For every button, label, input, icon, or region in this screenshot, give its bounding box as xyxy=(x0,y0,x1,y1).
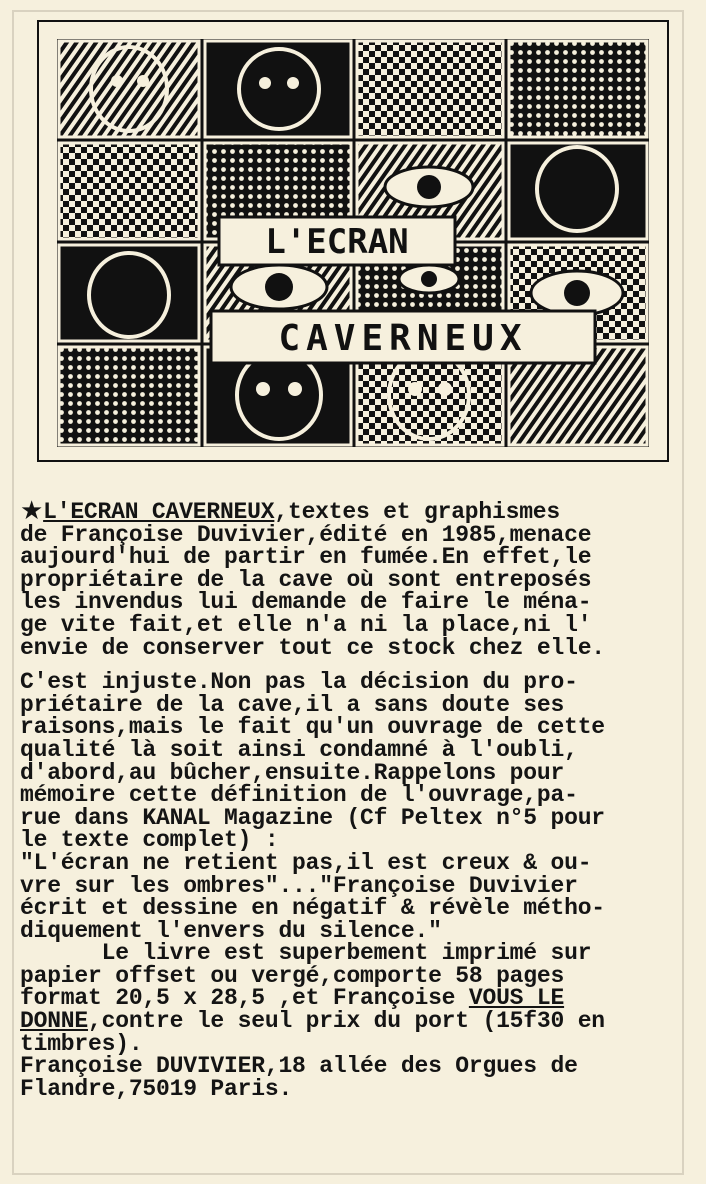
para2-line6: mémoire cette définition de l'ouvrage,pa- xyxy=(20,782,578,809)
para3-line1: Le livre est superbement imprimé sur xyxy=(20,940,592,967)
para2-line4: qualité là soit ainsi condamné à l'oubli, xyxy=(20,736,578,763)
para1-line6: ge vite fait,et elle n'a ni la place,ni l' xyxy=(20,611,592,638)
para2-line11: écrit et dessine en négatif & révèle métho- xyxy=(20,895,605,922)
para1-line7: envie de conserver tout ce stock chez elle. xyxy=(20,634,605,661)
para2-line8: le texte complet) : xyxy=(20,827,279,854)
cover-title-line1: L'ECRAN xyxy=(265,222,409,262)
para2-line2: priétaire de la cave,il a sans doute ses xyxy=(20,691,565,718)
para2-line5: d'abord,au bûcher,ensuite.Rappelons pour xyxy=(20,759,565,786)
article-text xyxy=(20,496,692,1102)
star-icon: ★ xyxy=(20,496,44,526)
address-line1: Françoise DUVIVIER,18 allée des Orgues de xyxy=(20,1053,578,1080)
para2-line3: raisons,mais le fait qu'un ouvrage de cette xyxy=(20,714,605,741)
para1-line1: ★L'ECRAN CAVERNEUX,textes et graphismes xyxy=(20,496,561,526)
vous-le-donne-part1: VOUS LE xyxy=(468,985,565,1012)
cover-title-line2: CAVERNEUX xyxy=(278,318,528,359)
para2-line10: vre sur les ombres"..."Françoise Duvivier xyxy=(20,872,578,899)
para3-line3: format 20,5 x 28,5 ,et Françoise VOUS LE xyxy=(20,985,565,1012)
para2-line12: diquement l'envers du silence." xyxy=(20,917,442,944)
para3-line5: timbres). xyxy=(20,1030,143,1057)
para2-line7: rue dans KANAL Magazine (Cf Peltex n°5 pour xyxy=(20,804,605,831)
vous-le-donne-part2: DONNE xyxy=(20,1008,89,1035)
para3-line2: papier offset ou vergé,comporte 58 pages xyxy=(20,962,565,989)
cover-illustration xyxy=(57,39,649,447)
book-title: L'ECRAN CAVERNEUX xyxy=(43,499,275,525)
para3-line4: DONNE,contre le seul prix du port (15f30 en xyxy=(20,1008,605,1035)
para1-line3: aujourd'hui de partir en fumée.En effet,le xyxy=(20,544,592,571)
para1-line2: de Françoise Duvivier,édité en 1985,menace xyxy=(20,521,592,548)
para2-line9: "L'écran ne retient pas,il est creux & ou- xyxy=(20,849,592,876)
address-line2: Flandre,75019 Paris. xyxy=(20,1075,293,1102)
para1-line4: propriétaire de la cave où sont entreposés xyxy=(20,566,592,593)
para1-line5: les invendus lui demande de faire le ména- xyxy=(20,589,592,616)
cover-illustration-box xyxy=(37,20,669,462)
para2-line1: C'est injuste.Non pas la décision du pro- xyxy=(20,669,578,696)
